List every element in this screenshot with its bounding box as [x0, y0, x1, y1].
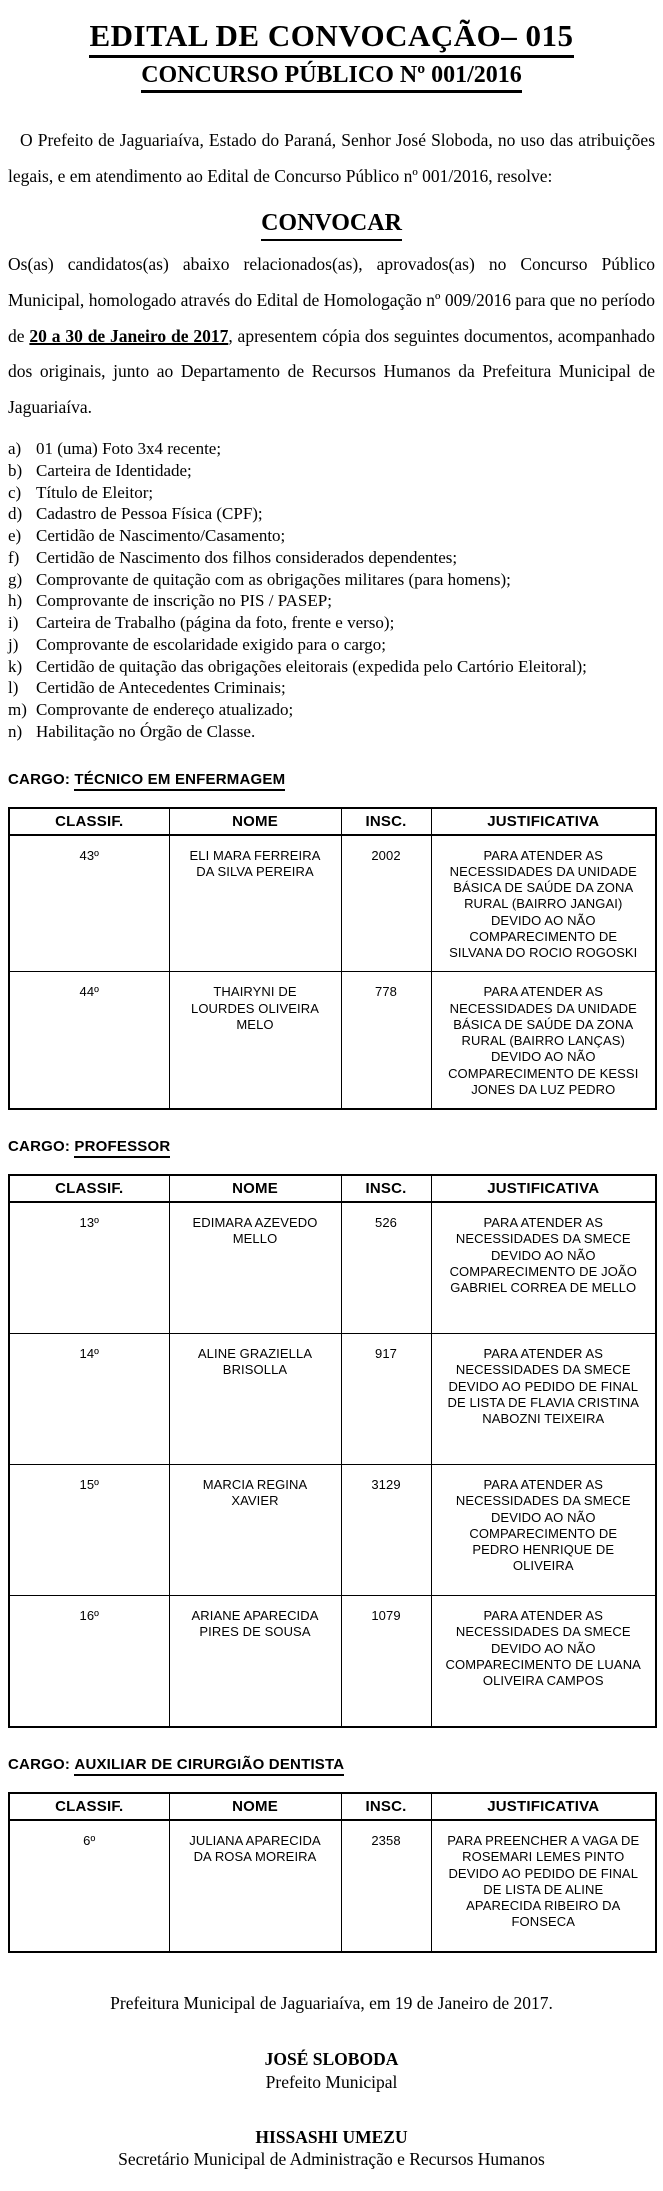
body-paragraph-pre: Os(as) candidatos(as) abaixo relacionados(as), aprovados(as) no Concurso Público Municipal, homologado através do Edital de Homologação nº 009/2016 para que no período de: [8, 253, 655, 346]
cell-classif: 44º: [9, 972, 169, 1109]
cargo-label: CARGO:: [8, 1138, 71, 1156]
signature-name: HISSASHI UMEZU: [255, 2126, 408, 2147]
cargo-label: CARGO:: [8, 1756, 71, 1774]
cargo-name: AUXILIAR DE CIRURGIÃO DENTISTA: [74, 1756, 344, 1776]
list-item: [8, 634, 655, 656]
table-header-row: [9, 1175, 656, 1202]
signature-block-secretario: [8, 2126, 655, 2172]
signature-block-prefeito: [8, 2048, 655, 2094]
list-item-text: Carteira de Trabalho (página da foto, frente e verso);: [36, 613, 395, 633]
cell-justificativa: PARA ATENDER AS NECESSIDADES DA UNIDADE BÁSICA DE SAÚDE DA ZONA RURAL (BAIRRO JANGAI) DEVIDO AO NÃO COMPARECIMENTO DE SILVANA DO ROCIO ROGOSKI: [431, 835, 656, 972]
cell-justificativa: PARA ATENDER AS NECESSIDADES DA SMECE DEVIDO AO PEDIDO DE FINAL DE LISTA DE FLAVIA CRISTINA NABOZNI TEIXEIRA: [431, 1334, 656, 1465]
table-row: [9, 1465, 656, 1596]
body-paragraph-post: , apresentem cópia dos seguintes documentos, acompanhado dos originais, junto ao Departamento de Recursos Humanos da Prefeitura Municipal de Jaguariaíva.: [8, 325, 655, 418]
list-item-text: Certidão de quitação das obrigações eleitorais (expedida pelo Cartório Eleitoral);: [36, 656, 587, 676]
list-item: [8, 656, 655, 678]
cell-classif: 13º: [9, 1202, 169, 1334]
document-subtitle: [8, 62, 655, 94]
column-header-nome: NOME: [169, 1793, 341, 1820]
list-item: [8, 525, 655, 547]
cell-nome: MARCIA REGINA XAVIER: [169, 1465, 341, 1596]
highlighted-period: 20 a 30 de Janeiro de 2017: [29, 325, 229, 346]
cell-insc: 778: [341, 972, 431, 1109]
table-header-row: [9, 1793, 656, 1820]
cargo-heading-auxiliar-dentista: [8, 1756, 655, 1776]
table-header-row: [9, 808, 656, 835]
signature-role: Secretário Municipal de Administração e Recursos Humanos: [118, 2149, 545, 2170]
list-item-text: Certidão de Nascimento dos filhos considerados dependentes;: [36, 547, 458, 567]
list-item-letter: m): [8, 700, 27, 720]
list-item-text: Certidão de Nascimento/Casamento;: [36, 526, 286, 546]
list-item-text: Comprovante de endereço atualizado;: [36, 700, 294, 720]
list-item-text: Comprovante de quitação com as obrigações militares (para homens);: [36, 569, 511, 589]
list-item-letter: n): [8, 721, 23, 741]
list-item-letter: j): [8, 634, 19, 654]
list-item: [8, 438, 655, 460]
list-item-text: Título de Eleitor;: [36, 482, 154, 502]
column-header-classif: CLASSIF.: [9, 1793, 169, 1820]
list-item: [8, 612, 655, 634]
list-item-letter: b): [8, 460, 23, 480]
convocation-table-auxiliar-dentista: [8, 1792, 657, 1953]
list-item-text: Cadastro de Pessoa Física (CPF);: [36, 504, 263, 524]
cargo-heading-professor: [8, 1138, 655, 1158]
cell-nome: JULIANA APARECIDA DA ROSA MOREIRA: [169, 1820, 341, 1952]
list-item-letter: h): [8, 591, 23, 611]
list-item-text: Comprovante de inscrição no PIS / PASEP;: [36, 591, 332, 611]
list-item-letter: a): [8, 439, 22, 459]
convocation-table-professor: [8, 1174, 657, 1728]
cargo-label: CARGO:: [8, 770, 71, 788]
convocar-heading-text: CONVOCAR: [261, 209, 402, 241]
column-header-insc: INSC.: [341, 808, 431, 835]
table-row: [9, 1202, 656, 1334]
list-item: [8, 590, 655, 612]
cell-justificativa: PARA PREENCHER A VAGA DE ROSEMARI LEMES PINTO DEVIDO AO PEDIDO DE FINAL DE LISTA DE ALINE APARECIDA RIBEIRO DA FONSECA: [431, 1820, 656, 1952]
list-item: [8, 677, 655, 699]
cell-classif: 6º: [9, 1820, 169, 1952]
cell-justificativa: PARA ATENDER AS NECESSIDADES DA SMECE DEVIDO AO NÃO COMPARECIMENTO DE LUANA OLIVEIRA CAMPOS: [431, 1596, 656, 1728]
document-title: [8, 18, 655, 58]
cell-insc: 1079: [341, 1596, 431, 1728]
convocar-heading: [8, 209, 655, 241]
list-item-letter: f): [8, 547, 20, 567]
list-item-text: Carteira de Identidade;: [36, 460, 192, 480]
list-item: [8, 547, 655, 569]
column-header-insc: INSC.: [341, 1793, 431, 1820]
column-header-justificativa: JUSTIFICATIVA: [431, 1793, 656, 1820]
signature-name: JOSÉ SLOBODA: [264, 2049, 399, 2070]
cell-classif: 16º: [9, 1596, 169, 1728]
list-item-letter: d): [8, 504, 23, 524]
closing-date: Prefeitura Municipal de Jaguariaíva, em 19 de Janeiro de 2017.: [110, 1993, 553, 2014]
list-item: [8, 699, 655, 721]
table-row: [9, 1820, 656, 1952]
cell-insc: 3129: [341, 1465, 431, 1596]
column-header-classif: CLASSIF.: [9, 808, 169, 835]
list-item: [8, 569, 655, 591]
list-item-letter: l): [8, 678, 19, 698]
cell-nome: THAIRYNI DE LOURDES OLIVEIRA MELO: [169, 972, 341, 1109]
cargo-name: TÉCNICO EM ENFERMAGEM: [74, 771, 285, 791]
cell-nome: ALINE GRAZIELLA BRISOLLA: [169, 1334, 341, 1465]
cell-insc: 526: [341, 1202, 431, 1334]
cell-nome: ARIANE APARECIDA PIRES DE SOUSA: [169, 1596, 341, 1728]
cell-insc: 2002: [341, 835, 431, 972]
cell-insc: 917: [341, 1334, 431, 1465]
cell-classif: 43º: [9, 835, 169, 972]
cell-insc: 2358: [341, 1820, 431, 1952]
column-header-nome: NOME: [169, 808, 341, 835]
intro-paragraph: O Prefeito de Jaguariaíva, Estado do Paraná, Senhor José Sloboda, no uso das atribuições legais, e em atendimento ao Edital de Concurso Público nº 001/2016, resolve:: [8, 130, 655, 187]
column-header-nome: NOME: [169, 1175, 341, 1202]
list-item: [8, 503, 655, 525]
list-item-letter: c): [8, 482, 22, 502]
list-item: [8, 721, 655, 743]
list-item-letter: i): [8, 613, 19, 633]
cargo-name: PROFESSOR: [74, 1138, 170, 1158]
list-item-text: Habilitação no Órgão de Classe.: [36, 721, 256, 741]
column-header-classif: CLASSIF.: [9, 1175, 169, 1202]
cell-justificativa: PARA ATENDER AS NECESSIDADES DA SMECE DEVIDO AO NÃO COMPARECIMENTO DE PEDRO HENRIQUE DE OLIVEIRA: [431, 1465, 656, 1596]
list-item-letter: k): [8, 656, 23, 676]
table-row: [9, 1334, 656, 1465]
table-row: [9, 972, 656, 1109]
body-paragraph: [8, 247, 655, 426]
cell-justificativa: PARA ATENDER AS NECESSIDADES DA UNIDADE BÁSICA DE SAÚDE DA ZONA RURAL (BAIRRO LANÇAS) DEVIDO AO NÃO COMPARECIMENTO DE KESSI JONES DA LUZ PEDRO: [431, 972, 656, 1109]
column-header-justificativa: JUSTIFICATIVA: [431, 808, 656, 835]
list-item-letter: e): [8, 526, 22, 546]
table-row: [9, 835, 656, 972]
list-item: [8, 482, 655, 504]
document-subtitle-text: CONCURSO PÚBLICO Nº 001/2016: [141, 62, 522, 94]
list-item-text: 01 (uma) Foto 3x4 recente;: [36, 439, 222, 459]
column-header-insc: INSC.: [341, 1175, 431, 1202]
documents-list: [8, 438, 655, 743]
list-item-text: Certidão de Antecedentes Criminais;: [36, 678, 286, 698]
cell-nome: EDIMARA AZEVEDO MELLO: [169, 1202, 341, 1334]
list-item-text: Comprovante de escolaridade exigido para o cargo;: [36, 634, 386, 654]
column-header-justificativa: JUSTIFICATIVA: [431, 1175, 656, 1202]
cargo-heading-tecnico-enfermagem: [8, 771, 655, 791]
table-row: [9, 1596, 656, 1728]
convocation-table-tecnico-enfermagem: [8, 807, 657, 1111]
cell-classif: 15º: [9, 1465, 169, 1596]
cell-classif: 14º: [9, 1334, 169, 1465]
list-item: [8, 460, 655, 482]
signature-role: Prefeito Municipal: [265, 2071, 398, 2092]
document-title-text: EDITAL DE CONVOCAÇÃO– 015: [89, 18, 573, 58]
cell-justificativa: PARA ATENDER AS NECESSIDADES DA SMECE DEVIDO AO NÃO COMPARECIMENTO DE JOÃO GABRIEL CORREA DE MELLO: [431, 1202, 656, 1334]
cell-nome: ELI MARA FERREIRA DA SILVA PEREIRA: [169, 835, 341, 972]
list-item-letter: g): [8, 569, 23, 589]
